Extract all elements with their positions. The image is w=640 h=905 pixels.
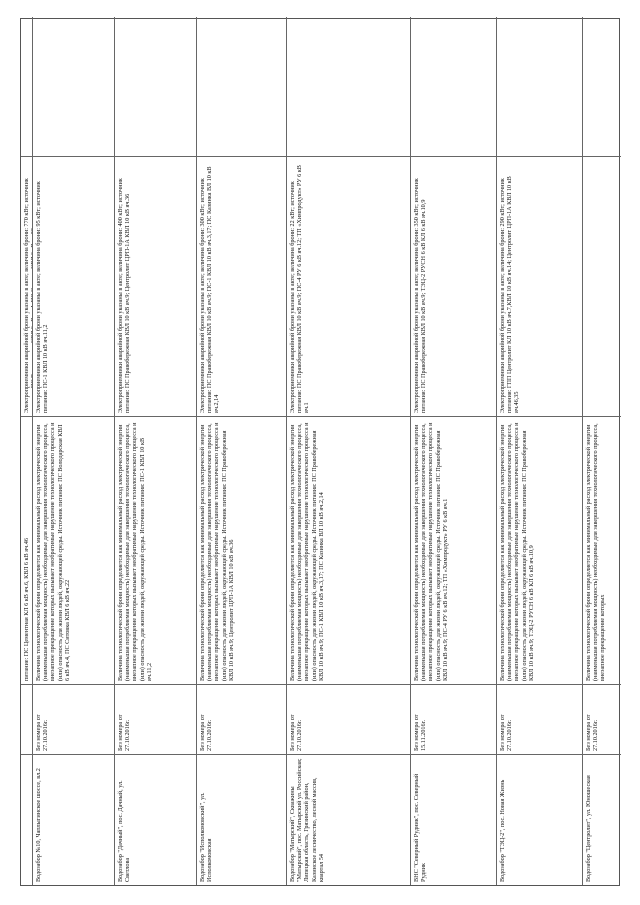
act-number-cell: Без номера от 15.11.2016г. — [411, 685, 496, 755]
object-cell: Водозабор №10, Чаплыгинское шоссе, вл.2 — [35, 768, 42, 882]
object-cell: ВНС "Северный Рудник", пос. Северный Рудник — [413, 773, 428, 882]
tech-reserve-cell: Величина технологической брони определяется как минимальный расход электрической энергии (наименьшая потребляемая мощность) необходимые для завершения технологического процесса, внезапное прекращение которых вызывает необратимые нарушение технологического процесса и (или) опасность для жизни людей, окружающей среды. Источник питания: ПС Володарская КВЛ 6 кВ яч.4, ПС Ситовка КВЛ 6 кВ яч.22 — [33, 417, 114, 685]
table-row — [115, 17, 197, 885]
tech-reserve-cell: Величина технологической брони определяется как минимальный расход электрической энергии (наименьшая потребляемая мощность) необходимые для завершения технологического процесса, внезапное прекращение которых вызывает необратимые нарушение технологического процесса и (или) опасность для жизни людей, окружающей среды. Источник питания: ПС Правобережная КВЛ 10 кВ яч.9; Центролит ЦРП-1А КВЛ 10 кВ яч.36 — [197, 417, 286, 685]
table-row — [583, 17, 621, 885]
empty-cell — [287, 17, 410, 157]
emergency-reserve-cell: Электроприемники аварийной брони указаны в акте; величина брони: 770 кВт; источник — [21, 157, 32, 417]
empty-cell — [21, 17, 32, 157]
table-row — [287, 17, 411, 885]
emergency-reserve-cell: Электроприемники аварийной брони указаны в акте; величина брони: 22 кВт; источник питания: ПС Правобережная КВЛ 10 кВ яч.9; ПС-4 РУ 6 кВ яч.12; ТП «Химпродукт» РУ 6 кВ яч.1 — [287, 157, 410, 417]
empty-cell — [33, 17, 114, 157]
act-number-cell: Без номера от 27.10.2016г. — [197, 685, 286, 755]
act-number-cell: Без номера от 27.10.2016г. — [33, 685, 114, 755]
act-number-cell: Без номера от 27.10.2016г. — [287, 685, 410, 755]
object-cell: Водозабор "Дачный", пос. Дачный, ул. Светлова — [117, 780, 132, 882]
emergency-reserve-cell: Электроприемники аварийной брони указаны в акте; величина брони: 290 кВт; источник питания: ГПП Центролит КЛ 10 кВ яч.7,КВЛ 10 кВ яч.14; Центролит ЦРП-1А КВЛ 10 кВ яч.46,35 — [497, 157, 582, 417]
empty-cell — [197, 17, 286, 157]
object-cell: Водозабор "Исполкомовский", ул. Исполкомовская — [199, 792, 214, 882]
act-number-cell: Без номера от 27.10.2016г. — [497, 685, 582, 755]
empty-cell — [583, 17, 621, 157]
tech-reserve-cell: Величина технологической брони определяется как минимальный расход электрической энергии (наименьшая потребляемая мощность) необходимые для завершения технологического процесса, внезапное прекращение которых вызывает необратимые нарушение технологического процесса и (или) опасность для жизни людей, окружающей среды. Источник питания: ПС Правобережная КВЛ 10 кВ яч.9; ПС-1 КВЛ 10 кВ яч.3,17; ПС Казинка ВЛ 10 кВ яч.2,14 — [287, 417, 410, 685]
table-row — [197, 17, 287, 885]
table-row — [33, 17, 115, 885]
table-row — [411, 17, 497, 885]
object-cell — [21, 755, 32, 885]
table-row — [21, 17, 33, 885]
object-cell: Водозабор "ТЭЦ-2", пос. Новая Жизнь — [499, 779, 506, 882]
act-number-cell: Без номера от 27.10.2016г. — [583, 685, 621, 755]
emergency-reserve-cell — [583, 157, 621, 417]
tech-reserve-cell: Величина технологической брони определяется как минимальный расход электрической энергии (наименьшая потребляемая мощность) необходимые для завершения технологического процесса, внезапное прекращение которых — [583, 417, 621, 685]
table-row — [497, 17, 583, 885]
object-cell: Водозабор "Матырский", Скважины "Матырский", пос. Матырский ул. Российская; Липецкая область, Грязинский район, Казинское лесничество, лесной массив, квартал 54 — [289, 758, 325, 882]
empty-cell — [497, 17, 582, 157]
object-cell: Водозабор "Центролит", ул. Юношеская — [585, 775, 592, 882]
emergency-reserve-cell: Электроприемники аварийной брони указаны в акте; величина брони: 350 кВт; источник питания: ПС Правобережная КВЛ 10 кВ яч.9; ТЭЦ-2 РУСН 6 кВ КЛ 6 кВ яч.10,9 — [411, 157, 496, 417]
rotated-table-frame — [20, 18, 620, 886]
tech-reserve-cell: Величина технологической брони определяется как минимальный расход электрической энергии (наименьшая потребляемая мощность) необходимые для завершения технологического процесса, внезапное прекращение которых вызывает необратимые нарушение технологического процесса и (или) опасность для жизни людей, окружающей среды. Источник питания: ПС Правобережная КВЛ 10 кВ яч.9; ПС-4 РУ 6 кВ яч.12; ТП «Химпродукт» РУ 6 кВ яч.1 — [411, 417, 496, 685]
emergency-reserve-cell: Электроприемники аварийной брони указаны в акте; величина брони: 95 кВт; источник питания: ПС-1 КВЛ 10 кВ яч.11,2 — [33, 157, 114, 417]
act-number-cell — [21, 685, 32, 755]
empty-cell — [411, 17, 496, 157]
electricity-reserve-table — [21, 17, 621, 885]
act-number-cell: Без номера от 27.10.2016г. — [115, 685, 196, 755]
tech-reserve-cell: Величина технологической брони определяется как минимальный расход электрической энергии (наименьшая потребляемая мощность) необходимые для завершения технологического процесса, внезапное прекращение которых вызывает необратимые нарушение технологического процесса и (или) опасность для жизни людей, окружающей среды. Источник питания: ПС-1 КВЛ 10 кВ яч.11,2 — [115, 417, 196, 685]
tech-reserve-cell: Величина технологической брони определяется как минимальный расход электрической энергии (наименьшая потребляемая мощность) необходимые для завершения технологического процесса, внезапное прекращение которых вызывает необратимые нарушение технологического процесса и (или) опасность для жизни людей, окружающей среды. Источник питания: ПС Правобережная КВЛ 10 кВ яч.9; ТЭЦ-2 РУСН 6 кВ КЛ 6 кВ яч.10,9 — [497, 417, 582, 685]
emergency-reserve-cell: Электроприемники аварийной брони указаны в акте; величина брони: 300 кВт; источник питания: ПС Правобережная КВЛ 10 кВ яч.9; ПС-1 КВЛ 10 кВ яч.3,17; ПС Казинка ВЛ 10 кВ яч.2,14 — [197, 157, 286, 417]
tech-reserve-cell: питание: ПС Цементная КЛ 6 кВ яч.6, КВЛ 6 кВ яч.46 — [21, 417, 32, 685]
emergency-reserve-cell: Электроприемники аварийной брони указаны в акте; величина брони: 400 кВт; источник питания: ПС Правобережная КВЛ 10 кВ яч.9; Центролит ЦРП-1А КВЛ 10 кВ яч.36 — [115, 157, 196, 417]
empty-cell — [115, 17, 196, 157]
